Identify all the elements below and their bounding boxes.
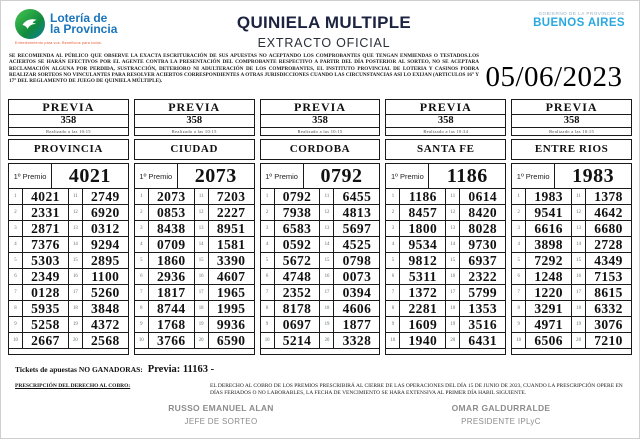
position-label: 3 [9, 221, 22, 237]
draw-number: 358 [135, 114, 254, 127]
position-label: 7 [386, 285, 399, 301]
position-label: 20 [445, 333, 459, 349]
result-number: 2331 [22, 205, 68, 221]
result-number: 7376 [22, 237, 68, 253]
position-label: 4 [386, 237, 399, 253]
result-number: 2871 [22, 221, 68, 237]
government-brand [465, 11, 629, 29]
position-label: 4 [135, 237, 148, 253]
position-label: 8 [135, 301, 148, 317]
draw-number: 358 [9, 114, 128, 127]
position-label: 12 [319, 205, 333, 221]
position-label: 6 [9, 269, 22, 285]
position-label: 18 [445, 301, 459, 317]
position-label: 10 [135, 333, 148, 349]
position-label: 2 [386, 205, 399, 221]
position-label: 1 [9, 189, 22, 205]
position-label: 16 [571, 269, 585, 285]
empty-strip [512, 349, 631, 354]
tickets-row [1, 355, 639, 375]
results-grid [386, 189, 505, 349]
result-number: 9541 [525, 205, 571, 221]
position-label: 14 [194, 237, 208, 253]
draw-header-box [385, 99, 506, 136]
result-number: 1353 [459, 301, 505, 317]
empty-strip [9, 349, 128, 354]
region-name: CIUDAD [134, 139, 255, 160]
draw-time: Realizado a las 10:15 [261, 127, 380, 135]
result-number: 2352 [274, 285, 320, 301]
results-box [260, 163, 381, 355]
results-grid [9, 189, 128, 349]
result-number: 1220 [525, 285, 571, 301]
position-label: 12 [571, 205, 585, 221]
draw-name: PREVIA [545, 100, 598, 114]
draw-header-box [260, 99, 381, 136]
first-prize-label: 1º Premio [261, 164, 304, 188]
position-label: 9 [261, 317, 274, 333]
result-number: 8420 [459, 205, 505, 221]
result-number: 1100 [82, 269, 128, 285]
position-label: 17 [319, 285, 333, 301]
signature-role: PRESIDENTE IPLyC [461, 417, 541, 426]
logo-line2: la Provincia [50, 22, 118, 36]
result-number: 5799 [459, 285, 505, 301]
first-prize-label: 1º Premio [512, 164, 555, 188]
position-label: 3 [386, 221, 399, 237]
position-label: 12 [445, 205, 459, 221]
position-label: 2 [261, 205, 274, 221]
result-number: 8615 [585, 285, 631, 301]
result-number: 1609 [399, 317, 445, 333]
region-column [260, 99, 381, 355]
position-label: 18 [194, 301, 208, 317]
position-label: 12 [68, 205, 82, 221]
empty-strip [261, 349, 380, 354]
position-label: 11 [68, 189, 82, 205]
tickets-label: Tickets de apuestas NO GANADORAS: [15, 365, 143, 374]
result-number: 0853 [148, 205, 194, 221]
draw-time: Realizado a las 10:34 [386, 127, 505, 135]
result-number: 6920 [82, 205, 128, 221]
result-number: 1186 [399, 189, 445, 205]
result-number: 2281 [399, 301, 445, 317]
result-number: 2936 [148, 269, 194, 285]
position-label: 10 [261, 333, 274, 349]
first-prize-row [386, 164, 505, 189]
result-number: 9936 [208, 317, 254, 333]
position-label: 14 [445, 237, 459, 253]
result-number: 5697 [333, 221, 379, 237]
result-number: 3291 [525, 301, 571, 317]
result-number: 0614 [459, 189, 505, 205]
result-number: 1768 [148, 317, 194, 333]
position-label: 8 [9, 301, 22, 317]
result-number: 1248 [525, 269, 571, 285]
position-label: 10 [386, 333, 399, 349]
position-label: 7 [9, 285, 22, 301]
position-label: 1 [135, 189, 148, 205]
result-number: 2322 [459, 269, 505, 285]
position-label: 15 [194, 253, 208, 269]
position-label: 2 [135, 205, 148, 221]
result-number: 6455 [333, 189, 379, 205]
result-number: 2667 [22, 333, 68, 349]
result-number: 1817 [148, 285, 194, 301]
draw-header-box [8, 99, 129, 136]
result-number: 5214 [274, 333, 320, 349]
position-label: 14 [571, 237, 585, 253]
first-prize-label: 1º Premio [386, 164, 429, 188]
result-number: 3898 [525, 237, 571, 253]
position-label: 13 [571, 221, 585, 237]
first-prize-row [261, 164, 380, 189]
draw-number: 358 [512, 114, 631, 127]
result-number: 3848 [82, 301, 128, 317]
result-number: 1378 [585, 189, 631, 205]
result-number: 0312 [82, 221, 128, 237]
first-prize-row [135, 164, 254, 189]
result-number: 4525 [333, 237, 379, 253]
tickets-value: Previa: 11163 - [147, 364, 215, 375]
signature-name: RUSSO EMANUEL ALAN [168, 403, 274, 413]
result-number: 2895 [82, 253, 128, 269]
position-label: 8 [512, 301, 525, 317]
position-label: 11 [194, 189, 208, 205]
position-label: 20 [68, 333, 82, 349]
position-label: 1 [386, 189, 399, 205]
result-number: 7210 [585, 333, 631, 349]
legal-disclaimer: SE RECOMIENDA AL PÚBLICO QUE OBSERVE LA EXACTA ESCRITURACIÓN DE SUS APUESTAS NO ACEPTANDO LOS COMPROBANTES QUE TENGAN ENMIENDAS O TESTADOS.LOS ACIERTOS SE HARÁN EFECTIVOS POR EL AGENTE CONTRA LA PRESENTACIÓN DEL COMPROBANTE RESPECTIVO A PARTIR DEL DÍA POSTERIOR AL SORTEO, NO SE ACEPTARA RECLAMACIÓN ALGUNA POR PERDIDA, SUSTRACCIÓN, DETERIORO NI ADULTERACIÓN DE LOS COMPROBANTES, EL INSTITUTO PROVINCIAL DE LOTERIA Y CASINOS PODRA REALIZAR SORTEOS NO VINCULANTES PARA RESOLVER ACIERTOS CORRESPONDIENTES A OTRAS JURISDICCIONES CUANDO LAS CIRCUNSTANCIAS ASI LO EXIJAN (ARTICULOS 16° Y 17° DEL REGLAMENTO DE JUEGO DE QUINIELA MÚLTIPLE). [9, 53, 479, 85]
document-title-block [183, 13, 465, 50]
result-number: 7153 [585, 269, 631, 285]
result-number: 5303 [22, 253, 68, 269]
result-number: 4372 [82, 317, 128, 333]
draw-name: PREVIA [419, 100, 472, 114]
result-number: 0128 [22, 285, 68, 301]
empty-strip [386, 349, 505, 354]
position-label: 1 [261, 189, 274, 205]
region-name: PROVINCIA [8, 139, 129, 160]
first-prize-value: 4021 [68, 164, 111, 187]
position-label: 11 [571, 189, 585, 205]
draw-date: 05/06/2023 [485, 61, 623, 93]
signature-role: JEFE DE SORTEO [184, 417, 258, 426]
result-number: 1940 [399, 333, 445, 349]
results-grid [512, 189, 631, 349]
signature-presidente [401, 403, 601, 426]
result-number: 2749 [82, 189, 128, 205]
results-grid [135, 189, 254, 349]
logo-line1: Lotería de [50, 10, 108, 25]
result-number: 1965 [208, 285, 254, 301]
result-number: 1995 [208, 301, 254, 317]
position-label: 6 [512, 269, 525, 285]
position-label: 12 [194, 205, 208, 221]
first-prize-value: 2073 [194, 164, 237, 187]
position-label: 5 [386, 253, 399, 269]
position-label: 16 [445, 269, 459, 285]
position-label: 18 [68, 301, 82, 317]
result-number: 5672 [274, 253, 320, 269]
prescription-text: EL DERECHO AL COBRO DE LOS PREMIOS PRESCRIBIRÁ AL CIERRE DE LAS OPERACIONES DEL DÍA 15 DE JUNIO DE 2023, CUANDO LA PRESCRIPCIÓN OPERE EN DÍAS FERIADOS O NO LABORABLES, LA FECHA DE VENCIMIENTO SE HARA EXTENSIVA AL PRIMER DÍA HABIL SIGUIENTE. [210, 383, 623, 396]
result-number: 7938 [274, 205, 320, 221]
region-column [385, 99, 506, 355]
result-number: 5935 [22, 301, 68, 317]
result-number: 0798 [333, 253, 379, 269]
result-number: 4971 [525, 317, 571, 333]
draw-number: 358 [261, 114, 380, 127]
position-label: 17 [445, 285, 459, 301]
result-number: 4607 [208, 269, 254, 285]
result-number: 1860 [148, 253, 194, 269]
result-number: 1581 [208, 237, 254, 253]
position-label: 16 [319, 269, 333, 285]
result-number: 8744 [148, 301, 194, 317]
position-label: 13 [194, 221, 208, 237]
position-label: 10 [512, 333, 525, 349]
position-label: 7 [512, 285, 525, 301]
prescription-label: PRESCRIPCIÓN DEL DERECHO AL COBRO: [15, 383, 131, 389]
position-label: 9 [9, 317, 22, 333]
result-number: 6431 [459, 333, 505, 349]
first-prize-value: 0792 [320, 164, 363, 187]
position-label: 6 [135, 269, 148, 285]
result-number: 5311 [399, 269, 445, 285]
position-label: 8 [261, 301, 274, 317]
position-label: 20 [571, 333, 585, 349]
position-label: 15 [571, 253, 585, 269]
results-box [134, 163, 255, 355]
position-label: 17 [194, 285, 208, 301]
region-name: SANTA FE [385, 139, 506, 160]
region-column [511, 99, 632, 355]
position-label: 17 [571, 285, 585, 301]
result-number: 2728 [585, 237, 631, 253]
logo-tagline: Entretenimiento para vos. Beneficios para todos. [15, 41, 103, 45]
position-label: 18 [571, 301, 585, 317]
position-label: 9 [135, 317, 148, 333]
position-label: 16 [68, 269, 82, 285]
position-label: 19 [571, 317, 585, 333]
position-label: 5 [261, 253, 274, 269]
position-label: 11 [445, 189, 459, 205]
position-label: 2 [9, 205, 22, 221]
position-label: 10 [9, 333, 22, 349]
position-label: 19 [68, 317, 82, 333]
empty-strip [135, 349, 254, 354]
result-number: 6506 [525, 333, 571, 349]
loteria-logo [15, 9, 183, 45]
position-label: 20 [194, 333, 208, 349]
position-label: 15 [68, 253, 82, 269]
prescription-row [1, 375, 639, 397]
position-label: 6 [386, 269, 399, 285]
position-label: 5 [512, 253, 525, 269]
result-number: 8457 [399, 205, 445, 221]
result-number: 9294 [82, 237, 128, 253]
results-grid [261, 189, 380, 349]
position-label: 3 [261, 221, 274, 237]
result-number: 4642 [585, 205, 631, 221]
result-number: 0792 [274, 189, 320, 205]
result-number: 3328 [333, 333, 379, 349]
result-number: 0394 [333, 285, 379, 301]
result-number: 5258 [22, 317, 68, 333]
result-number: 6332 [585, 301, 631, 317]
draw-time: Realizado a las 10:15 [9, 127, 128, 135]
result-number: 4748 [274, 269, 320, 285]
draw-time: Realizado a las 10:15 [135, 127, 254, 135]
signatures [1, 403, 639, 437]
position-label: 4 [9, 237, 22, 253]
result-number: 7292 [525, 253, 571, 269]
position-label: 18 [319, 301, 333, 317]
result-number: 9812 [399, 253, 445, 269]
result-number: 0592 [274, 237, 320, 253]
result-number: 1372 [399, 285, 445, 301]
result-number: 2073 [148, 189, 194, 205]
result-number: 3390 [208, 253, 254, 269]
result-number: 3766 [148, 333, 194, 349]
result-number: 4606 [333, 301, 379, 317]
page-subtitle: EXTRACTO OFICIAL [257, 36, 391, 50]
result-number: 0709 [148, 237, 194, 253]
position-label: 3 [512, 221, 525, 237]
loteria-bird-icon [15, 9, 45, 39]
result-number: 4349 [585, 253, 631, 269]
position-label: 17 [68, 285, 82, 301]
position-label: 16 [194, 269, 208, 285]
result-number: 4021 [22, 189, 68, 205]
position-label: 9 [386, 317, 399, 333]
position-label: 6 [261, 269, 274, 285]
position-label: 5 [9, 253, 22, 269]
header [1, 1, 639, 49]
position-label: 13 [445, 221, 459, 237]
position-label: 19 [445, 317, 459, 333]
region-column [134, 99, 255, 355]
government-line1: GOBIERNO DE LA PROVINCIA DE [538, 11, 625, 16]
draw-header-box [134, 99, 255, 136]
position-label: 8 [386, 301, 399, 317]
result-number: 6590 [208, 333, 254, 349]
region-name: ENTRE RIOS [511, 139, 632, 160]
draw-name: PREVIA [42, 100, 95, 114]
position-label: 7 [135, 285, 148, 301]
result-number: 0697 [274, 317, 320, 333]
logo-wordmark [50, 10, 118, 36]
first-prize-label: 1º Premio [9, 164, 52, 188]
result-number: 1800 [399, 221, 445, 237]
draw-header-box [511, 99, 632, 136]
position-label: 19 [319, 317, 333, 333]
signature-name: OMAR GALDURRALDE [451, 403, 551, 413]
results-box [511, 163, 632, 355]
result-number: 8028 [459, 221, 505, 237]
result-number: 5260 [82, 285, 128, 301]
results-box [8, 163, 129, 355]
position-label: 4 [512, 237, 525, 253]
draw-time: Realizado a las 10:15 [512, 127, 631, 135]
result-number: 2349 [22, 269, 68, 285]
result-number: 2227 [208, 205, 254, 221]
position-label: 20 [319, 333, 333, 349]
result-number: 2568 [82, 333, 128, 349]
region-column [8, 99, 129, 355]
position-label: 14 [68, 237, 82, 253]
result-number: 8438 [148, 221, 194, 237]
notice-row [1, 49, 639, 94]
result-number: 0073 [333, 269, 379, 285]
first-prize-value: 1983 [572, 164, 615, 187]
result-number: 4813 [333, 205, 379, 221]
position-label: 1 [512, 189, 525, 205]
position-label: 14 [319, 237, 333, 253]
result-number: 3516 [459, 317, 505, 333]
position-label: 9 [512, 317, 525, 333]
government-line2: BUENOS AIRES [533, 17, 625, 29]
first-prize-label: 1º Premio [135, 164, 178, 188]
position-label: 13 [68, 221, 82, 237]
result-number: 9534 [399, 237, 445, 253]
result-number: 9730 [459, 237, 505, 253]
columns [1, 94, 639, 355]
page-title: QUINIELA MULTIPLE [236, 13, 412, 32]
draw-number: 358 [386, 114, 505, 127]
result-number: 8951 [208, 221, 254, 237]
position-label: 15 [445, 253, 459, 269]
draw-name: PREVIA [293, 100, 346, 114]
first-prize-row [512, 164, 631, 189]
position-label: 2 [512, 205, 525, 221]
result-number: 3076 [585, 317, 631, 333]
result-number: 6616 [525, 221, 571, 237]
result-number: 6937 [459, 253, 505, 269]
position-label: 19 [194, 317, 208, 333]
result-number: 7203 [208, 189, 254, 205]
position-label: 3 [135, 221, 148, 237]
region-name: CORDOBA [260, 139, 381, 160]
first-prize-value: 1186 [446, 164, 488, 187]
position-label: 13 [319, 221, 333, 237]
draw-name: PREVIA [168, 100, 221, 114]
results-box [385, 163, 506, 355]
position-label: 15 [319, 253, 333, 269]
result-number: 8178 [274, 301, 320, 317]
position-label: 5 [135, 253, 148, 269]
result-number: 6583 [274, 221, 320, 237]
result-number: 6680 [585, 221, 631, 237]
position-label: 11 [319, 189, 333, 205]
first-prize-row [9, 164, 128, 189]
position-label: 4 [261, 237, 274, 253]
result-number: 1983 [525, 189, 571, 205]
signature-jefe-sorteo [121, 403, 321, 426]
result-number: 1877 [333, 317, 379, 333]
position-label: 7 [261, 285, 274, 301]
